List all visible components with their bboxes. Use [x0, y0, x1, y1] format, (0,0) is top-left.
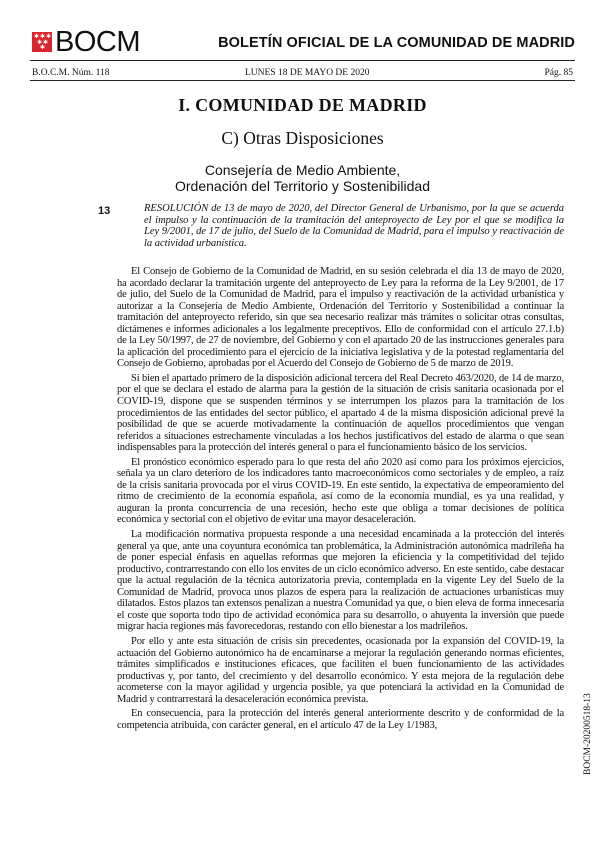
body-paragraph: El pronóstico económico esperado para lo que resta del año 2020 así como para los próximos ejercicios, señala ya un claro deterioro de los indicadores tanto macroeconómicos como sectoriales y de empleo, a raíz de la crisis sanitaria provocada por el virus COVID-19. En este sentido, la expectativa de empeoramiento del ritmo de crecimiento de la economía española, así como de la economía mundial, es ya una realidad, y auguran la pronta concurrencia de una recesión, hecho este que obliga a tomar decisiones de política económica y sectorial con el objetivo de evitar una mayor desaceleración.	[117, 456, 564, 526]
body-paragraph: Si bien el apartado primero de la disposición adicional tercera del Real Decreto 463/2020, de 14 de marzo, por el que se declara el estado de alarma para la gestión de la situación de crisis sanitaria ocasionada por el COVID-19, dispone que se suspenden términos y se interrumpen los plazos para la tramitación de los procedimientos de las entidades del sector público, el apartado 4 de la misma disposición adicional prevé la posibilidad de que se acuerde motivadamente la continuación de aquellos procedimientos que vengan referidos a situaciones estrechamente vinculadas a los hechos justificativos del estado de alarma o que sean indispensables para la protección del interés general o para el funcionamiento básico de los servicios.	[117, 372, 564, 454]
department-line-2: Ordenación del Territorio y Sostenibilidad	[175, 178, 430, 194]
resolution-number: 13	[98, 205, 111, 217]
section-title: I. COMUNIDAD DE MADRID	[178, 95, 427, 115]
bocm-star-logo-icon: ✱ ✱ ✱ ✱ ✱ ✱	[34, 33, 52, 51]
body-paragraph: La modificación normativa propuesta responde a una necesidad encaminada a la protección del interés general ya que, ante una coyuntura económica tan problemática, la Administración autonómica madrileña ha de poner especial énfasis en aquellas reformas que mejoren la eficiencia y la competitividad del tejido productivo, contrarrestando con ello los envites de un ciclo económico adverso. En este sentido, cabe destacar que la actual regulación de la técnica autorizatoria previa, contemplada en la vigente Ley del Suelo de la Comunidad de Madrid, provoca unos plazos de espera para la realización de actuaciones urbanísticas muy dilatados. Estos plazos tan extensos penalizan a nuestra Comunidad ya que, o bien eleva de forma innecesaria el coste que soporta todo tipo de actividad económica para su desarrollo, o ahuyenta la inversión que puede migrar hacia regiones más favorecedoras, restando con ello bienestar a los madrileños.	[117, 529, 564, 633]
section-subtitle: C) Otras Disposiciones	[221, 128, 384, 148]
body-paragraph: El Consejo de Gobierno de la Comunidad de Madrid, en su sesión celebrada el día 13 de mayo de 2020, ha acordado declarar la tramitación urgente del anteproyecto de Ley para la reforma de la Ley 9/2001, de 17 de julio, del Suelo de la Comunidad de Madrid, para el impulso y reactivación de la actividad urbanística y autorizar a la Consejería de Medio Ambiente, Ordenación del Territorio y Sostenibilidad a continuar la tramitación del anteproyecto referido, sin que sea necesario realizar más trámites o solicitar otras consultas, dictámenes e informes adicionales a los legalmente preceptivos. Ello de conformidad con el artículo 27.1.b) de la Ley 50/1997, de 27 de noviembre, del Gobierno y con el apartado 20 de las instrucciones generales para la aplicación del procedimiento para el ejercicio de la iniciativa legislativa y de la potestad reglamentaria del Consejo de Gobierno, aprobadas por el Acuerdo del Consejo de Gobierno de 5 de marzo de 2019.	[117, 266, 564, 370]
body-paragraph: En consecuencia, para la protección del interés general anteriormente descrito y de conformidad de la competencia atribuida, con carácter general, en el artículo 47 de la Ley 1/1983,	[117, 708, 564, 731]
page-number: Pág. 85	[544, 68, 573, 78]
issue-number: B.O.C.M. Núm. 118	[32, 68, 110, 78]
logo-text: BOCM	[55, 26, 140, 58]
bulletin-title: BOLETÍN OFICIAL DE LA COMUNIDAD DE MADRID	[218, 35, 575, 51]
header-rule-bottom	[30, 80, 575, 81]
document-body	[117, 266, 564, 734]
resolution-title: RESOLUCIÓN de 13 de mayo de 2020, del Director General de Urbanismo, por la que se acuerda el impulso y la continuación de la tramitación del anteproyecto de Ley por el que se modifica la Ley 9/2001, de 17 de julio, del Suelo de la Comunidad de Madrid, para el impulso y reactivación de la actividad urbanística.	[144, 203, 564, 249]
body-paragraph: Por ello y ante esta situación de crisis sin precedentes, ocasionada por la expansión del COVID-19, la actuación del Gobierno autonómico ha de encaminarse a mejorar la regulación generando normas eficientes, trámites simplificados e instituciones eficaces, que faciliten el buen funcionamiento de las actividades productivas y, por tanto, del crecimiento y del desarrollo económico. Y esta mejora de la regulación debe acometerse con la mayor agilidad y urgencia posible, ya que potenciará la actividad en la Comunidad de Madrid y contrarrestará la desaceleración económica prevista.	[117, 635, 564, 705]
document-code: BOCM-20200518-13	[583, 693, 593, 775]
department-line-1: Consejería de Medio Ambiente,	[204, 162, 401, 178]
issue-date: LUNES 18 DE MAYO DE 2020	[245, 68, 370, 78]
bocm-logo	[32, 27, 140, 57]
header-rule-top	[30, 60, 575, 61]
